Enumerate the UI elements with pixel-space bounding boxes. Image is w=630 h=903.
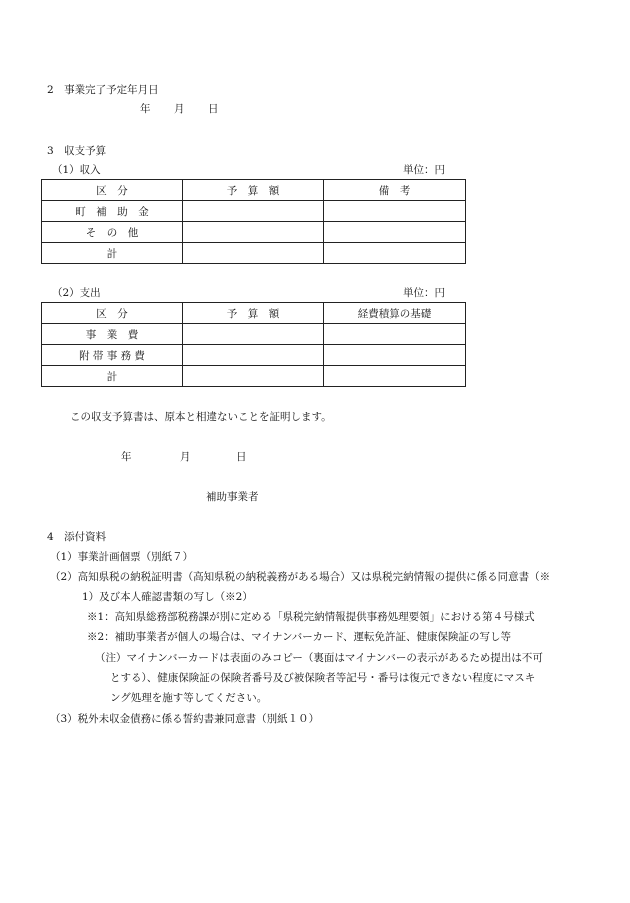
- attachment-item-2: （2）高知県税の納税証明書（高知県税の納税義務がある場合）又は県税完納情報の提供に係る同意書（※: [50, 571, 551, 583]
- expense-header-row: [42, 303, 466, 324]
- income-unit: 単位：円: [403, 164, 445, 176]
- attachment-item-1: （1）事業計画個票（別紙７）: [50, 551, 194, 563]
- income-label: （1）収入: [52, 164, 101, 176]
- signer-label: 補助事業者: [206, 491, 259, 503]
- expense-basis-cell[interactable]: [324, 324, 466, 345]
- income-table: [41, 179, 466, 264]
- certify-statement: この収支予算書は、原本と相違ないことを証明します。: [70, 411, 332, 423]
- income-row-label: 計: [42, 243, 183, 264]
- income-remarks-cell[interactable]: [324, 201, 466, 222]
- expense-amount-cell[interactable]: [183, 324, 324, 345]
- expense-row-label: 計: [42, 366, 183, 387]
- attachment-note-1: ※1：高知県総務部税務課が別に定める「県税完納情報提供事務処理要領」における第４号様式: [87, 611, 535, 623]
- expense-amount-cell[interactable]: [183, 345, 324, 366]
- expense-label: （2）支出: [52, 287, 101, 299]
- attachment-note-2: ※2：補助事業者が個人の場合は、マイナンバーカード、運転免許証、健康保険証の写し等: [87, 631, 512, 643]
- table-row: [42, 366, 466, 387]
- section4-title: 4 添付資料: [47, 531, 107, 543]
- section2-title: 2 事業完了予定年月日: [47, 84, 159, 96]
- expense-row-label: 附 帯 事 務 費: [42, 345, 183, 366]
- expense-unit: 単位：円: [403, 287, 445, 299]
- income-header-remarks: 備 考: [324, 180, 466, 201]
- expense-basis-cell[interactable]: [324, 366, 466, 387]
- certify-date-day: 日: [236, 451, 247, 463]
- income-header-amount: 予 算 額: [183, 180, 324, 201]
- income-amount-cell[interactable]: [183, 222, 324, 243]
- expense-header-category: 区 分: [42, 303, 183, 324]
- income-header-category: 区 分: [42, 180, 183, 201]
- income-amount-cell[interactable]: [183, 201, 324, 222]
- income-remarks-cell[interactable]: [324, 222, 466, 243]
- table-row: [42, 324, 466, 345]
- attachment-item-3: （3）税外未収金債務に係る誓約書兼同意書（別紙１０）: [50, 713, 320, 725]
- table-row: [42, 222, 466, 243]
- expense-header-amount: 予 算 額: [183, 303, 324, 324]
- expense-basis-cell[interactable]: [324, 345, 466, 366]
- income-row-label: 町 補 助 金: [42, 201, 183, 222]
- attachment-subnote-line3: ング処理を施す等してください。: [110, 692, 268, 704]
- completion-date-year: 年: [140, 103, 151, 115]
- income-row-label: そ の 他: [42, 222, 183, 243]
- table-row: [42, 243, 466, 264]
- certify-date-month: 月: [180, 451, 191, 463]
- table-row: [42, 345, 466, 366]
- expense-amount-cell[interactable]: [183, 366, 324, 387]
- income-amount-cell[interactable]: [183, 243, 324, 264]
- completion-date-day: 日: [208, 103, 219, 115]
- income-header-row: [42, 180, 466, 201]
- completion-date-month: 月: [174, 103, 185, 115]
- attachment-item-2-cont: 1）及び本人確認書類の写し（※2）: [82, 591, 253, 603]
- expense-row-label: 事 業 費: [42, 324, 183, 345]
- income-remarks-cell[interactable]: [324, 243, 466, 264]
- expense-table: [41, 302, 466, 387]
- expense-header-basis: 経費積算の基礎: [324, 303, 466, 324]
- certify-date-year: 年: [121, 451, 132, 463]
- attachment-subnote-line1: （注）マイナンバーカードは表面のみコピー（裏面はマイナンバーの表示があるため提出は不可: [95, 652, 543, 664]
- table-row: [42, 201, 466, 222]
- attachment-subnote-line2: とする）、健康保険証の保険者番号及び被保険者等記号・番号は復元できない程度にマスキ: [110, 672, 536, 684]
- section3-title: 3 収支予算: [47, 145, 107, 157]
